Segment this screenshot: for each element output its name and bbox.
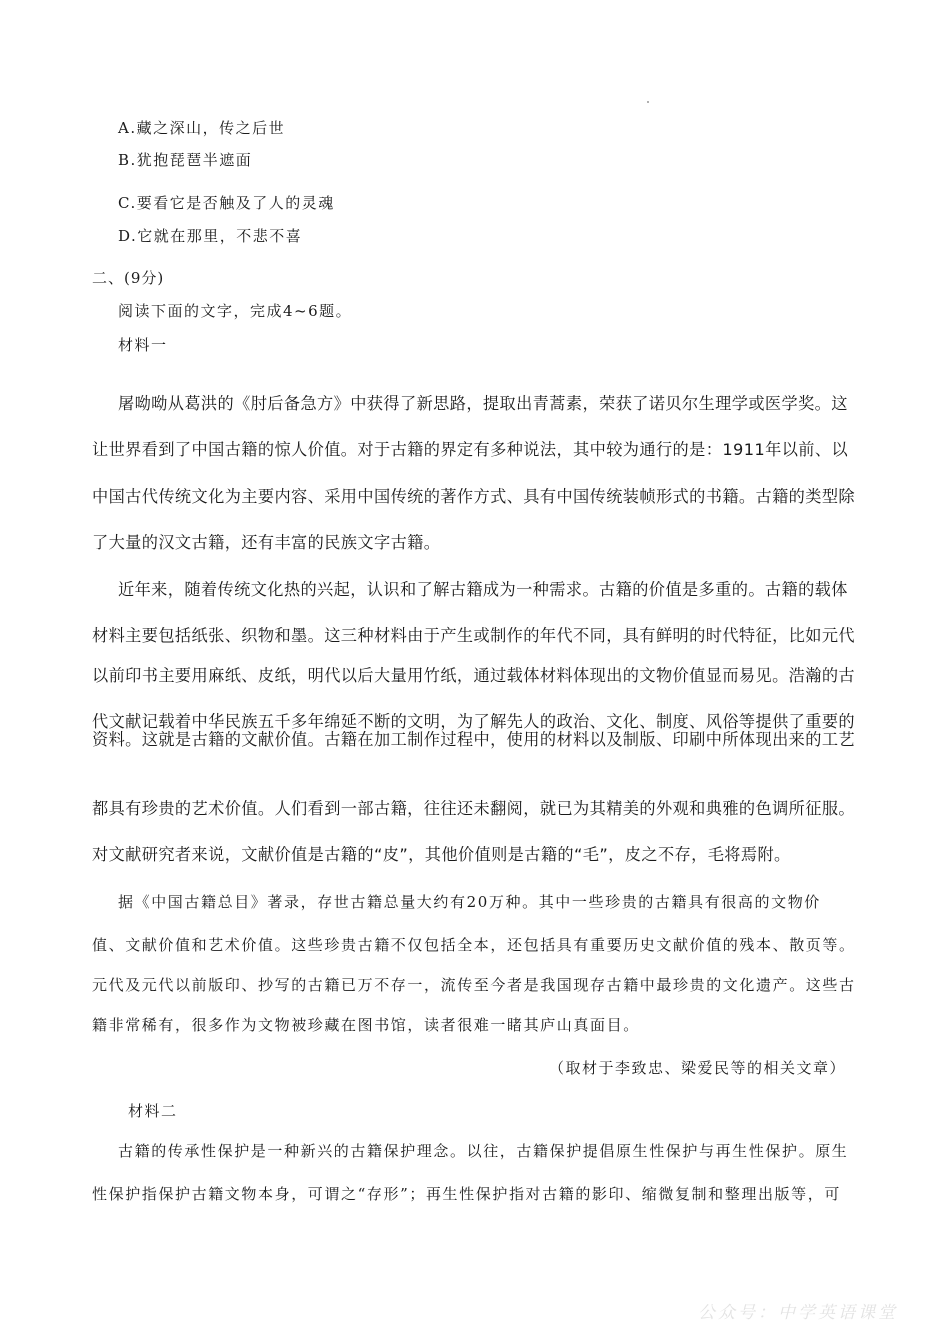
instruction: 阅读下面的文字，完成4~6题。	[118, 302, 353, 320]
section-heading: 二、(9分)	[92, 269, 165, 287]
m1-p2-line5: 资料。这就是古籍的文献价值。古籍在加工制作过程中，使用的材料以及制版、印刷中所体现出来的工艺	[92, 730, 856, 749]
watermark: 公众号：中学英语课堂	[698, 1303, 898, 1323]
m1-p2-line6: 都具有珍贵的艺术价值。人们看到一部古籍，往往还未翻阅，就已为其精美的外观和典雅的色调所征服。	[92, 799, 856, 818]
m1-p1-line4: 了大量的汉文古籍，还有丰富的民族文字古籍。	[92, 533, 441, 552]
material1-label: 材料一	[118, 336, 168, 354]
m1-p1-line2: 让世界看到了中国古籍的惊人价值。对于古籍的界定有多种说法，其中较为通行的是：1911年以前、以	[92, 440, 849, 459]
m1-p2-line2: 材料主要包括纸张、织物和墨。这三种材料由于产生或制作的年代不同，具有鲜明的时代特征，比如元代	[92, 626, 856, 645]
m1-p3-line3: 元代及元代以前版印、抄写的古籍已万不存一，流传至今者是我国现存古籍中最珍贵的文化遗产。这些古	[92, 976, 856, 994]
m1-p3-line4: 籍非常稀有，很多作为文物被珍藏在图书馆，读者很难一睹其庐山真面目。	[92, 1016, 640, 1034]
m2-p1-line1: 古籍的传承性保护是一种新兴的古籍保护理念。以往，古籍保护提倡原生性保护与再生性保护。原生	[118, 1142, 849, 1160]
option-c: C.要看它是否触及了人的灵魂	[118, 194, 335, 212]
stray-dot	[647, 101, 649, 103]
m1-p3-line2: 值、文献价值和艺术价值。这些珍贵古籍不仅包括全本，还包括具有重要历史文献价值的残本、散页等。	[92, 936, 856, 954]
option-b: B.犹抱琵琶半遮面	[118, 151, 253, 169]
m1-p3-line1: 据《中国古籍总目》著录，存世古籍总量大约有20万种。其中一些珍贵的古籍具有很高的文物价	[118, 893, 821, 911]
m1-p2-line4: 代文献记载着中华民族五千多年绵延不断的文明，为了解先人的政治、文化、制度、风俗等提供了重要的	[92, 712, 856, 731]
m1-p2-line7: 对文献研究者来说，文献价值是古籍的“皮”，其他价值则是古籍的“毛”，皮之不存，毛将焉附。	[92, 845, 791, 864]
option-d: D.它就在那里，不悲不喜	[118, 227, 303, 245]
m1-p2-line3: 以前印书主要用麻纸、皮纸，明代以后大量用竹纸，通过载体材料体现出的文物价值显而易见。浩瀚的古	[92, 666, 856, 685]
material2-label: 材料二	[128, 1102, 178, 1120]
material1-source: （取材于李致忠、梁爱民等的相关文章）	[548, 1059, 846, 1077]
option-a: A.藏之深山，传之后世	[118, 119, 286, 137]
m1-p1-line1: 屠呦呦从葛洪的《肘后备急方》中获得了新思路，提取出青蒿素，荣获了诺贝尔生理学或医学奖。这	[118, 394, 848, 413]
m2-p1-line2: 性保护指保护古籍文物本身，可谓之“存形”；再生性保护指对古籍的影印、缩微复制和整理出版等，可	[92, 1185, 841, 1203]
m1-p1-line3: 中国古代传统文化为主要内容、采用中国传统的著作方式、具有中国传统装帧形式的书籍。古籍的类型除	[92, 487, 856, 506]
m1-p2-line1: 近年来，随着传统文化热的兴起，认识和了解古籍成为一种需求。古籍的价值是多重的。古籍的载体	[118, 580, 848, 599]
